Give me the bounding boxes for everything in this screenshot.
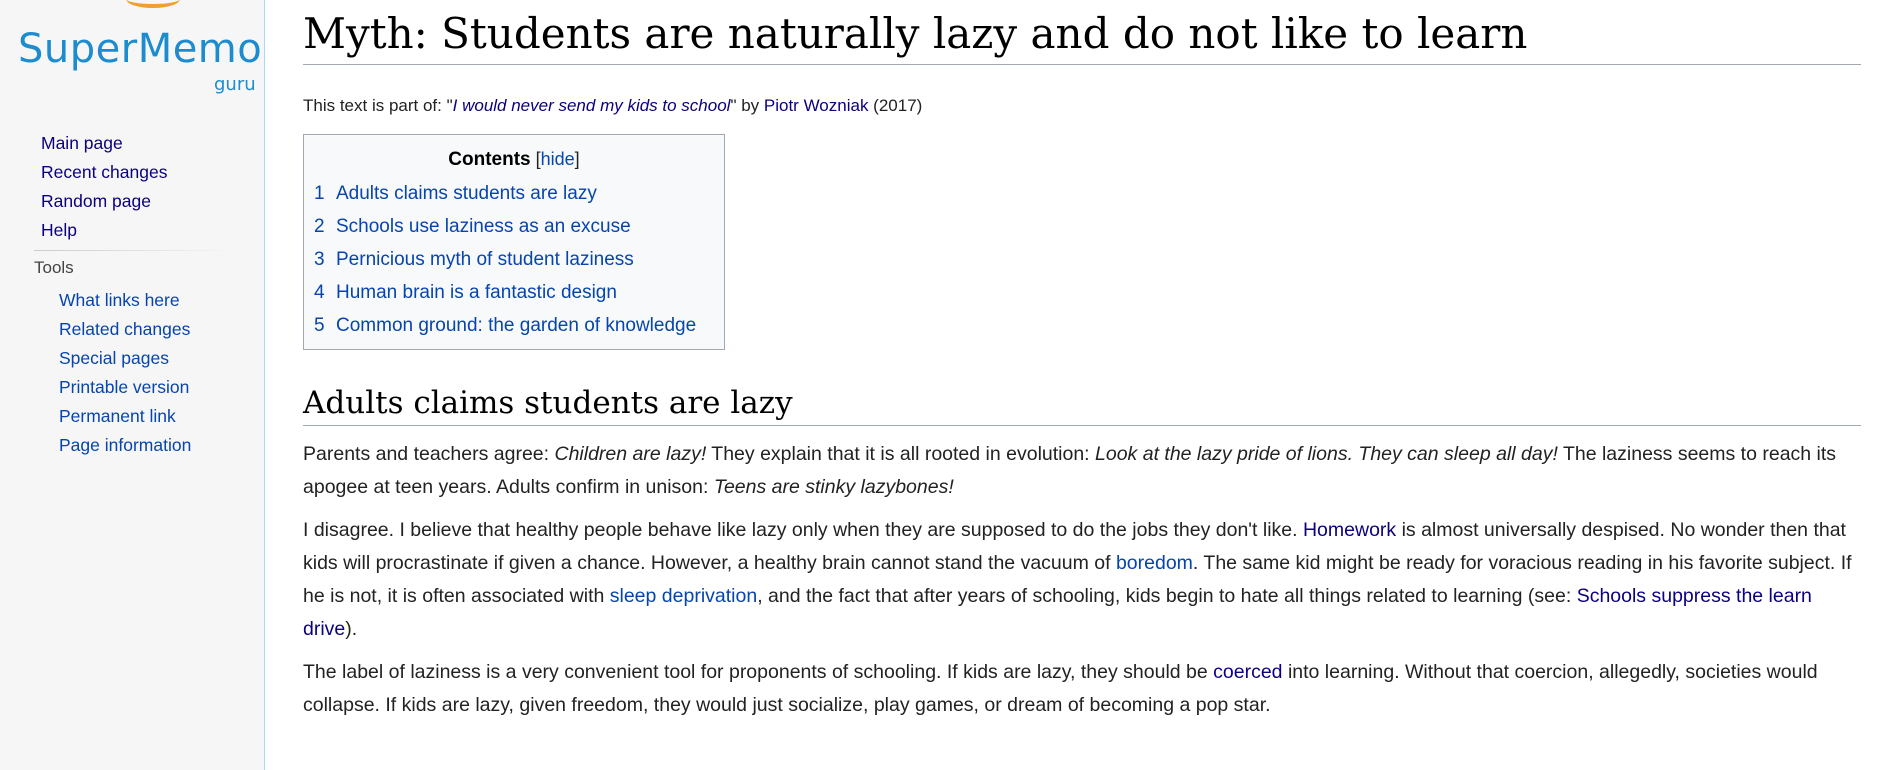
intro-line [303,96,922,116]
paragraph-3 [303,656,1863,722]
tools-item [59,344,191,373]
toc-label: Adults claims students are lazy [336,183,597,204]
quote: Teens are stinky lazybones! [713,476,954,498]
text: The laziness seems to reach its apogee at teen years. Adults confirm in unison: [303,443,1837,498]
help-link[interactable]: Help [41,220,77,240]
toc-close-bracket: ] [574,149,580,169]
page-information-link[interactable]: Page information [59,435,192,455]
tools-item [59,315,191,344]
toc-hide-button[interactable]: hide [540,149,575,169]
page-title: Myth: Students are naturally lazy and do not like to learn [303,8,1861,65]
related-changes-link[interactable]: Related changes [59,319,191,339]
sidebar-divider [34,250,238,251]
toc-link-2[interactable] [314,216,631,237]
coerced-link[interactable]: coerced [1213,661,1283,683]
toc-link-3[interactable] [314,249,634,270]
toc-link-1[interactable] [314,183,597,204]
logo-swoosh-icon [126,0,180,8]
sleep-deprivation-link[interactable]: sleep deprivation [609,585,758,607]
tools-item [59,373,191,402]
logo-wordmark: SuperMemo [18,26,263,72]
toc-link-5[interactable] [314,315,696,336]
toc-number: 3 [314,249,325,270]
schools-suppress-learn-drive-link[interactable]: Schools suppress the learn drive [303,585,1812,640]
text: . The same kid might be ready for voracious reading in his favorite subject. If he is not, it is often associated with [303,552,1852,607]
intro-suffix: (2017) [868,96,923,115]
toc-header [304,149,724,171]
main-page-link[interactable]: Main page [41,133,123,153]
article-content [264,0,1893,770]
homework-link[interactable]: Homework [1302,519,1397,541]
tools-item [59,431,191,460]
toc-item [314,309,696,342]
toc-number: 5 [314,315,325,336]
navigation-menu [41,129,167,245]
text: They explain that it is all rooted in evolution: [706,443,1096,465]
paragraph-1 [303,438,1863,504]
table-of-contents [303,134,725,350]
toc-title: Contents [448,149,531,170]
special-pages-link[interactable]: Special pages [59,348,169,368]
tools-menu [59,286,191,460]
text: The label of laziness is a very convenient tool for proponents of schooling. If kids are lazy, they should be [303,661,1214,683]
permanent-link-link[interactable]: Permanent link [59,406,176,426]
toc-label: Pernicious myth of student laziness [336,249,634,270]
section-heading: Adults claims students are lazy [303,382,1861,426]
tools-item [59,402,191,431]
toc-item [314,210,696,243]
recent-changes-link[interactable]: Recent changes [41,162,168,182]
toc-list [314,177,696,342]
toc-label: Common ground: the garden of knowledge [336,315,697,336]
tools-item [59,286,191,315]
toc-number: 4 [314,282,325,303]
intro-prefix: This text is part of: " [303,96,453,115]
nav-item-help [41,216,167,245]
quote: Children are lazy! [554,443,707,465]
toc-item [314,276,696,309]
book-link-text: I would never send my kids to school [452,96,731,115]
nav-item-main-page [41,129,167,158]
random-page-link[interactable]: Random page [41,191,151,211]
tools-heading: Tools [34,258,74,277]
nav-item-random-page [41,187,167,216]
text: , and the fact that after years of schooling, kids begin to hate all things related to learning (see: [757,585,1577,607]
logo-subtitle: guru [214,74,256,95]
sidebar [0,0,264,759]
text: ). [345,618,358,640]
supermemo-guru-logo[interactable] [18,0,263,100]
printable-version-link[interactable]: Printable version [59,377,190,397]
toc-item [314,177,696,210]
toc-toggle [531,149,580,169]
toc-number: 1 [314,183,325,204]
book-link[interactable] [453,96,731,115]
quote: Look at the lazy pride of lions. They can sleep all day! [1095,443,1558,465]
text: is almost universally despised. No wonder then that kids will procrastinate if given a chance. However, a healthy brain cannot stand the vacuum of [303,519,1846,574]
toc-open-bracket: [ [530,149,541,169]
text: I disagree. I believe that healthy people behave like lazy only when they are supposed to do the jobs they don't like. [303,519,1303,541]
text: Parents and teachers agree: [303,443,555,465]
author-link[interactable]: Piotr Wozniak [763,96,869,115]
toc-number: 2 [314,216,325,237]
what-links-here-link[interactable]: What links here [59,290,180,310]
text: into learning. Without that coercion, allegedly, societies would collapse. If kids are lazy, given freedom, they would just socialize, play games, or dream of becoming a pop star. [303,661,1818,716]
toc-link-4[interactable] [314,282,617,303]
toc-item [314,243,696,276]
toc-label: Human brain is a fantastic design [336,282,617,303]
boredom-link[interactable]: boredom [1115,552,1193,574]
intro-middle: " by [730,96,764,115]
nav-item-recent-changes [41,158,167,187]
toc-label: Schools use laziness as an excuse [336,216,631,237]
paragraph-2 [303,514,1863,646]
